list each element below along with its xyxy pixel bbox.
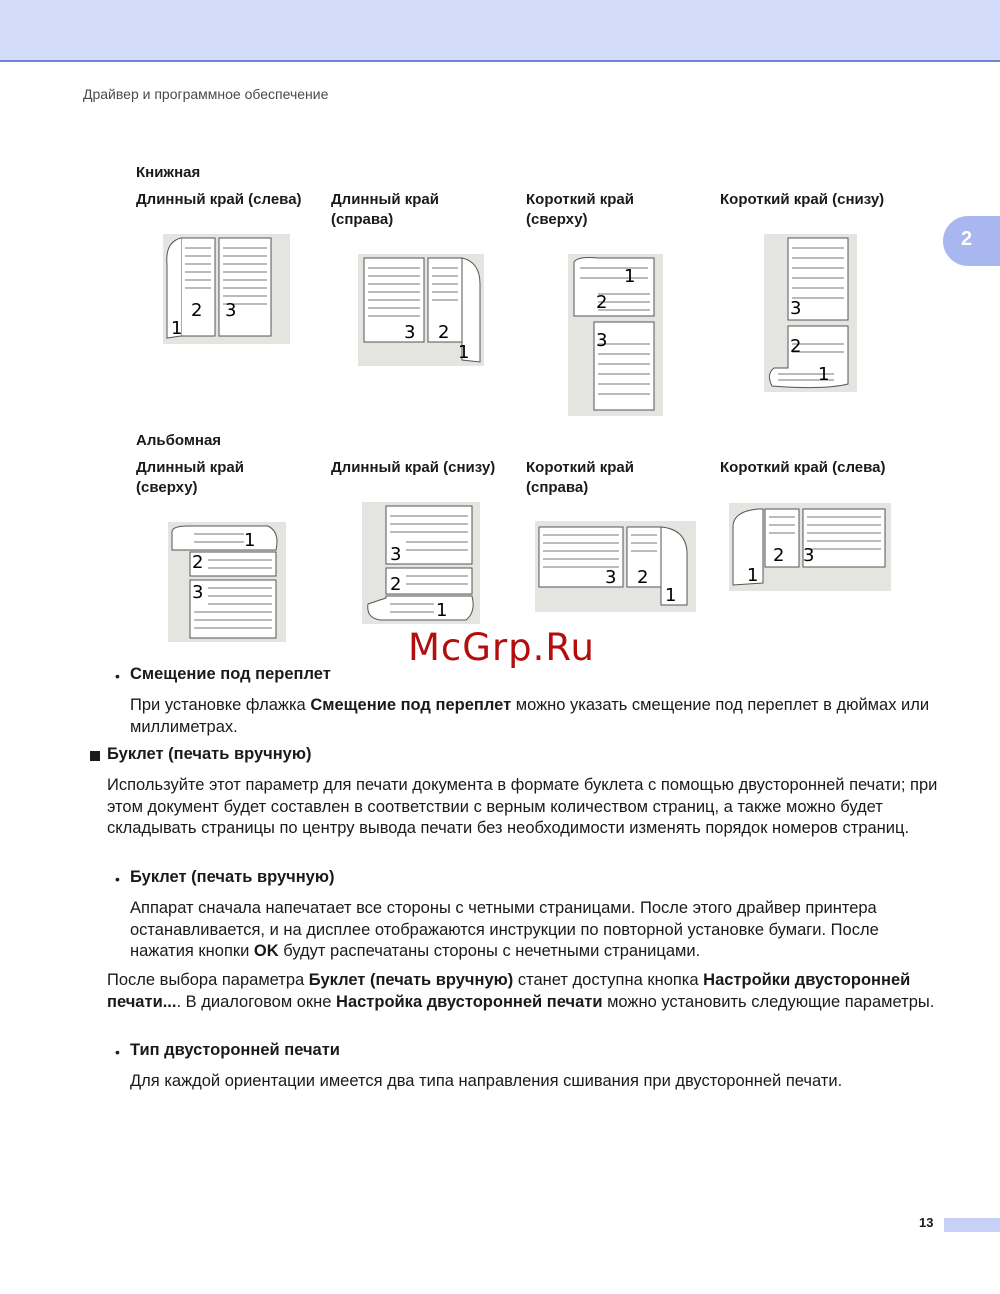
duplex-type-heading: Тип двусторонней печати bbox=[130, 1041, 340, 1059]
svg-text:3: 3 bbox=[605, 567, 617, 588]
footer-bar bbox=[944, 1218, 1000, 1232]
text-run-bold: Буклет (печать вручную) bbox=[308, 971, 514, 989]
binding-illustration bbox=[535, 521, 696, 612]
svg-text:1: 1 bbox=[171, 318, 183, 339]
binding-illustration bbox=[568, 254, 663, 416]
binding-illustration bbox=[358, 254, 484, 366]
svg-text:3: 3 bbox=[404, 322, 416, 343]
svg-text:2: 2 bbox=[191, 300, 203, 321]
page-number: 13 bbox=[919, 1215, 934, 1230]
offset-text bbox=[130, 695, 930, 738]
svg-text:3: 3 bbox=[390, 544, 402, 565]
chapter-tab bbox=[943, 216, 1000, 266]
svg-text:2: 2 bbox=[637, 567, 649, 588]
booklet-sub-text bbox=[130, 898, 942, 963]
portrait-long-right-figure bbox=[358, 254, 484, 366]
svg-text:1: 1 bbox=[436, 600, 448, 621]
bullet-square bbox=[90, 751, 100, 761]
binding-illustration bbox=[362, 502, 480, 624]
svg-text:1: 1 bbox=[624, 266, 636, 287]
svg-text:3: 3 bbox=[225, 300, 237, 321]
binding-illustration bbox=[168, 522, 286, 642]
binding-illustration bbox=[729, 503, 891, 591]
text-run-bold: OK bbox=[253, 942, 279, 960]
booklet-heading: Буклет (печать вручную) bbox=[107, 745, 312, 763]
after-booklet-text bbox=[107, 970, 942, 1013]
svg-text:2: 2 bbox=[790, 336, 802, 357]
portrait-caption-4: Короткий край (снизу) bbox=[720, 191, 885, 208]
portrait-short-bottom-figure bbox=[764, 234, 857, 392]
landscape-long-top-figure bbox=[168, 522, 286, 642]
svg-text:2: 2 bbox=[192, 552, 204, 573]
svg-text:3: 3 bbox=[596, 330, 608, 351]
landscape-caption-2: Длинный край (снизу) bbox=[331, 459, 496, 476]
svg-text:2: 2 bbox=[390, 574, 402, 595]
text-run: можно установить следующие параметры. bbox=[602, 992, 935, 1011]
top-banner bbox=[0, 0, 1000, 62]
text-run: станет доступна кнопка bbox=[513, 971, 704, 989]
bullet-dot: • bbox=[115, 871, 120, 887]
text-run: Аппарат сначала напечатает все стороны с четными страницами. После этого драйвер принтера останавливается, и на дисплее отображаются инструкции по повторной установке бумаги. После нажатия кнопки bbox=[130, 899, 879, 960]
portrait-heading: Книжная bbox=[136, 164, 201, 181]
text-run: После выбора параметра bbox=[107, 971, 309, 989]
text-run-bold: Настройки двусторонней печати... bbox=[107, 971, 911, 1011]
svg-text:1: 1 bbox=[818, 364, 830, 385]
portrait-caption-3: Короткий край (сверху) bbox=[526, 191, 634, 228]
bullet-dot: • bbox=[115, 668, 120, 684]
landscape-caption-4: Короткий край (слева) bbox=[720, 459, 886, 476]
text-run: будут распечатаны стороны с нечетными страницами. bbox=[278, 942, 701, 960]
portrait-caption-1: Длинный край (слева) bbox=[136, 191, 302, 208]
text-run-bold: Смещение под переплет bbox=[310, 696, 512, 714]
text-run-bold: Настройка двусторонней печати bbox=[336, 992, 603, 1011]
chapter-number: 2 bbox=[961, 228, 973, 250]
svg-text:1: 1 bbox=[747, 565, 759, 586]
booklet-text: Используйте этот параметр для печати документа в формате буклета с помощью двусторонней печати; при этом документ будет составлен в соответствии с верным количеством страниц, а также можно будет складывать страницы по центру вывода печати без необходимости изменять порядок номеров страниц. bbox=[107, 776, 938, 837]
landscape-short-right-figure bbox=[535, 521, 696, 612]
offset-heading: Смещение под переплет bbox=[130, 665, 331, 683]
portrait-caption-2: Длинный край (справа) bbox=[331, 191, 439, 228]
svg-text:2: 2 bbox=[773, 545, 785, 566]
svg-text:2: 2 bbox=[596, 292, 608, 313]
running-header: Драйвер и программное обеспечение bbox=[83, 86, 329, 102]
landscape-short-left-figure bbox=[729, 503, 891, 591]
landscape-long-bottom-figure bbox=[362, 502, 480, 624]
binding-illustration bbox=[764, 234, 857, 392]
portrait-short-top-figure bbox=[568, 254, 663, 416]
svg-text:1: 1 bbox=[458, 342, 470, 363]
svg-text:1: 1 bbox=[665, 585, 677, 606]
svg-text:3: 3 bbox=[790, 298, 802, 319]
bullet-dot: • bbox=[115, 1044, 120, 1060]
text-run: . В диалоговом окне bbox=[176, 992, 337, 1011]
svg-text:3: 3 bbox=[192, 582, 204, 603]
landscape-caption-1: Длинный край (сверху) bbox=[136, 459, 244, 496]
duplex-type-text: Для каждой ориентации имеется два типа направления сшивания при двусторонней печати. bbox=[130, 1072, 843, 1090]
watermark: McGrp.Ru bbox=[408, 626, 595, 669]
svg-text:1: 1 bbox=[244, 530, 256, 551]
landscape-caption-3: Короткий край (справа) bbox=[526, 459, 634, 496]
binding-illustration bbox=[163, 234, 290, 344]
portrait-long-left-figure bbox=[163, 234, 290, 344]
svg-text:3: 3 bbox=[803, 545, 815, 566]
text-run: можно указать смещение под переплет в дюймах или миллиметрах. bbox=[130, 696, 930, 736]
landscape-heading: Альбомная bbox=[136, 432, 222, 449]
booklet-sub-heading: Буклет (печать вручную) bbox=[130, 868, 335, 886]
svg-text:2: 2 bbox=[438, 322, 450, 343]
text-run: При установке флажка bbox=[130, 696, 311, 714]
